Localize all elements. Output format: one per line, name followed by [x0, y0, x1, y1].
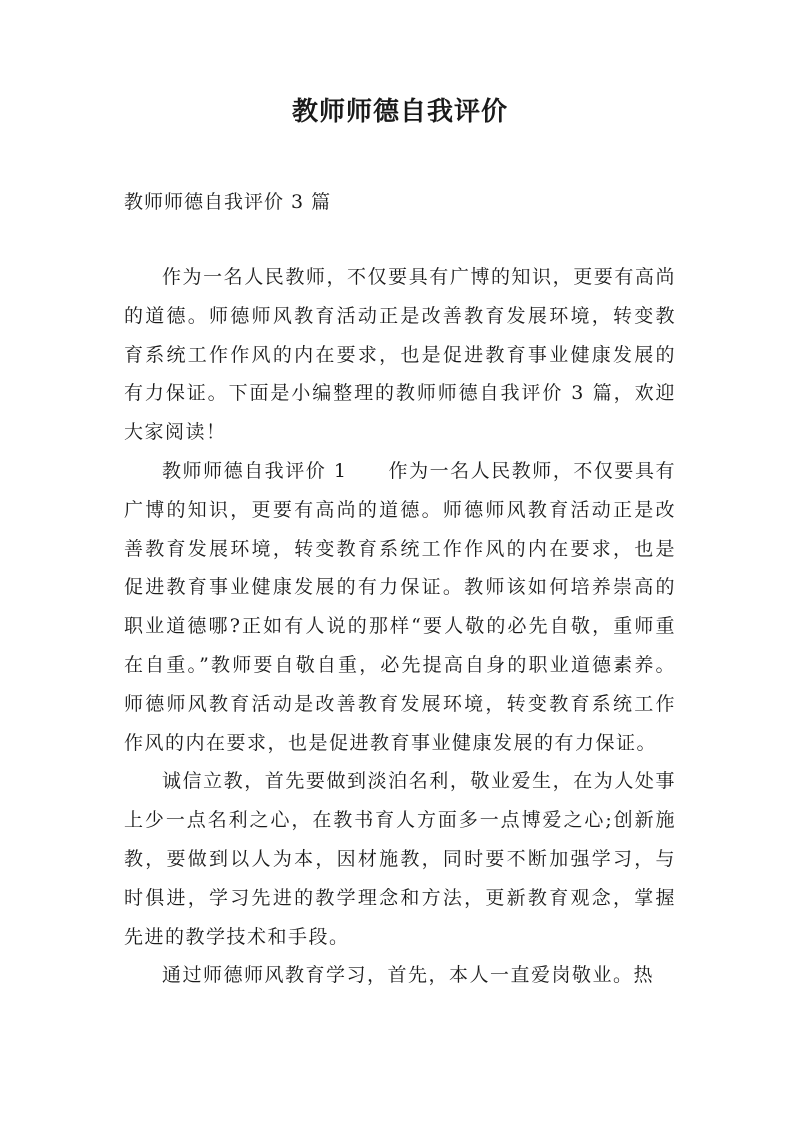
- document-body: [124, 258, 676, 995]
- document-title: 教师师德自我评价: [291, 97, 508, 127]
- paragraph-evaluation-1: 教师师德自我评价 1 作为一名人民教师，不仅要具有广博的知识，更要有高尚的道德。师德师风教育活动正是改善教育发展环境，转变教育系统工作作风的内在要求，也是促进教育事业健康发展的有力保证。教师该如何培养崇高的职业道德哪?正如有人说的那样“要人敬的必先自敬，重师重在自重。”教师要自敬自重，必先提高自身的职业道德素养。师德师风教育活动是改善教育发展环境，转变教育系统工作作风的内在要求，也是促进教育事业健康发展的有力保证。: [124, 459, 676, 754]
- paragraph-integrity: 诚信立教，首先要做到淡泊名利，敬业爱生，在为人处事上少一点名利之心，在教书育人方面多一点博爱之心;创新施教，要做到以人为本，因材施教，同时要不断加强学习，与时俱进，学习先进的教学理念和方法，更新教育观念，掌握先进的教学技术和手段。: [124, 770, 676, 948]
- paragraph-intro: 作为一名人民教师，不仅要具有广博的知识，更要有高尚的道德。师德师风教育活动正是改善教育发展环境，转变教育系统工作作风的内在要求，也是促进教育事业健康发展的有力保证。下面是小编整理的教师师德自我评价 3 篇，欢迎大家阅读！: [124, 266, 676, 444]
- paragraph-study: 通过师德师风教育学习，首先，本人一直爱岗敬业。热: [162, 964, 655, 987]
- document-subtitle: 教师师德自我评价 3 篇: [124, 191, 332, 213]
